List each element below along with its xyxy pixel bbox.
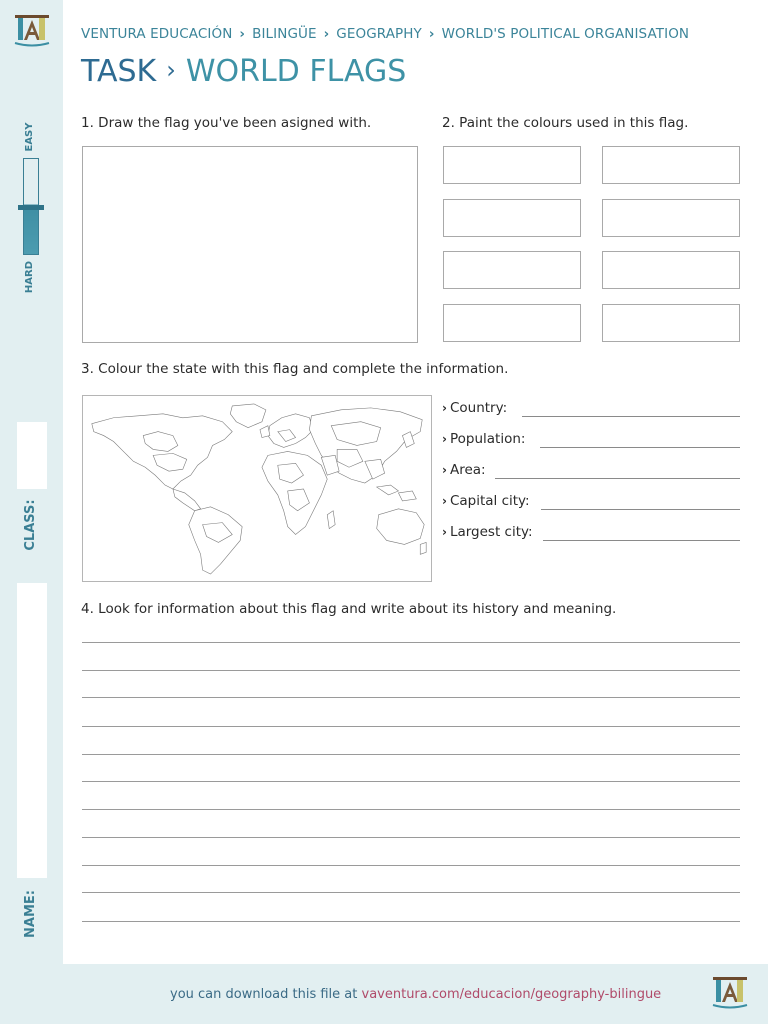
breadcrumb <box>81 26 689 42</box>
chevron-right-icon: › <box>323 26 330 42</box>
ventura-logo-icon <box>12 12 52 48</box>
writing-line[interactable] <box>82 642 740 643</box>
writing-line[interactable] <box>82 809 740 810</box>
writing-line[interactable] <box>82 921 740 922</box>
country-answer-line[interactable] <box>522 416 740 417</box>
breadcrumb-item[interactable]: BILINGÜE <box>252 26 317 42</box>
breadcrumb-item[interactable]: VENTURA EDUCACIÓN <box>81 26 233 42</box>
flag-drawing-box[interactable] <box>82 146 418 343</box>
info-row-capital <box>442 493 740 511</box>
colour-box[interactable] <box>602 251 740 289</box>
writing-line[interactable] <box>82 781 740 782</box>
chevron-right-icon: › <box>239 26 246 42</box>
colour-box[interactable] <box>602 304 740 342</box>
name-field[interactable] <box>17 583 47 878</box>
page-title <box>81 54 406 89</box>
info-label: Country: <box>449 400 508 416</box>
chevron-right-icon: › <box>428 26 435 42</box>
chevron-right-icon: › <box>442 494 447 508</box>
footer-text <box>170 987 661 1002</box>
chevron-right-icon: › <box>442 432 447 446</box>
class-field[interactable] <box>17 422 47 489</box>
question-2: 2. Paint the colours used in this flag. <box>442 115 689 131</box>
info-label: Largest city: <box>449 524 533 540</box>
class-label: CLASS: <box>23 499 38 551</box>
chevron-right-icon: › <box>442 463 447 477</box>
writing-line[interactable] <box>82 726 740 727</box>
question-1: 1. Draw the flag you've been asigned with. <box>81 115 372 131</box>
writing-line[interactable] <box>82 892 740 893</box>
breadcrumb-item[interactable]: WORLD'S POLITICAL ORGANISATION <box>441 26 690 42</box>
capital-answer-line[interactable] <box>541 509 740 510</box>
breadcrumb-item[interactable]: GEOGRAPHY <box>336 26 422 42</box>
info-label: Population: <box>449 431 526 447</box>
info-row-population <box>442 431 740 449</box>
info-row-country <box>442 400 740 418</box>
largest-city-answer-line[interactable] <box>543 540 740 541</box>
name-label: NAME: <box>23 890 38 938</box>
population-answer-line[interactable] <box>540 447 740 448</box>
colour-box[interactable] <box>443 304 581 342</box>
colour-box[interactable] <box>602 199 740 237</box>
colour-box[interactable] <box>443 146 581 184</box>
world-map-box[interactable] <box>82 395 432 582</box>
difficulty-easy-label: EASY <box>24 122 35 152</box>
writing-line[interactable] <box>82 697 740 698</box>
ventura-logo-icon <box>710 974 750 1010</box>
chevron-right-icon: › <box>442 525 447 539</box>
chevron-right-icon: › <box>166 56 176 84</box>
colour-box[interactable] <box>602 146 740 184</box>
info-label: Area: <box>449 462 486 478</box>
colour-box[interactable] <box>443 251 581 289</box>
title-task: TASK <box>81 54 157 89</box>
info-row-largest-city <box>442 524 740 542</box>
writing-line[interactable] <box>82 837 740 838</box>
world-map-outline <box>83 396 431 581</box>
area-answer-line[interactable] <box>495 478 740 479</box>
title-name: WORLD FLAGS <box>185 54 407 89</box>
writing-line[interactable] <box>82 865 740 866</box>
info-label: Capital city: <box>449 493 530 509</box>
footer-download-link[interactable]: vaventura.com/educacion/geography-bilingue <box>361 987 662 1002</box>
writing-line[interactable] <box>82 754 740 755</box>
chevron-right-icon: › <box>442 401 447 415</box>
colour-box[interactable] <box>443 199 581 237</box>
difficulty-hard-label: HARD <box>24 260 35 294</box>
difficulty-marker <box>18 205 44 210</box>
info-row-area <box>442 462 740 480</box>
question-4: 4. Look for information about this flag and write about its history and meaning. <box>81 601 617 617</box>
question-3: 3. Colour the state with this flag and complete the information. <box>81 361 509 377</box>
writing-line[interactable] <box>82 670 740 671</box>
footer-prefix: you can download this file at <box>170 987 358 1002</box>
